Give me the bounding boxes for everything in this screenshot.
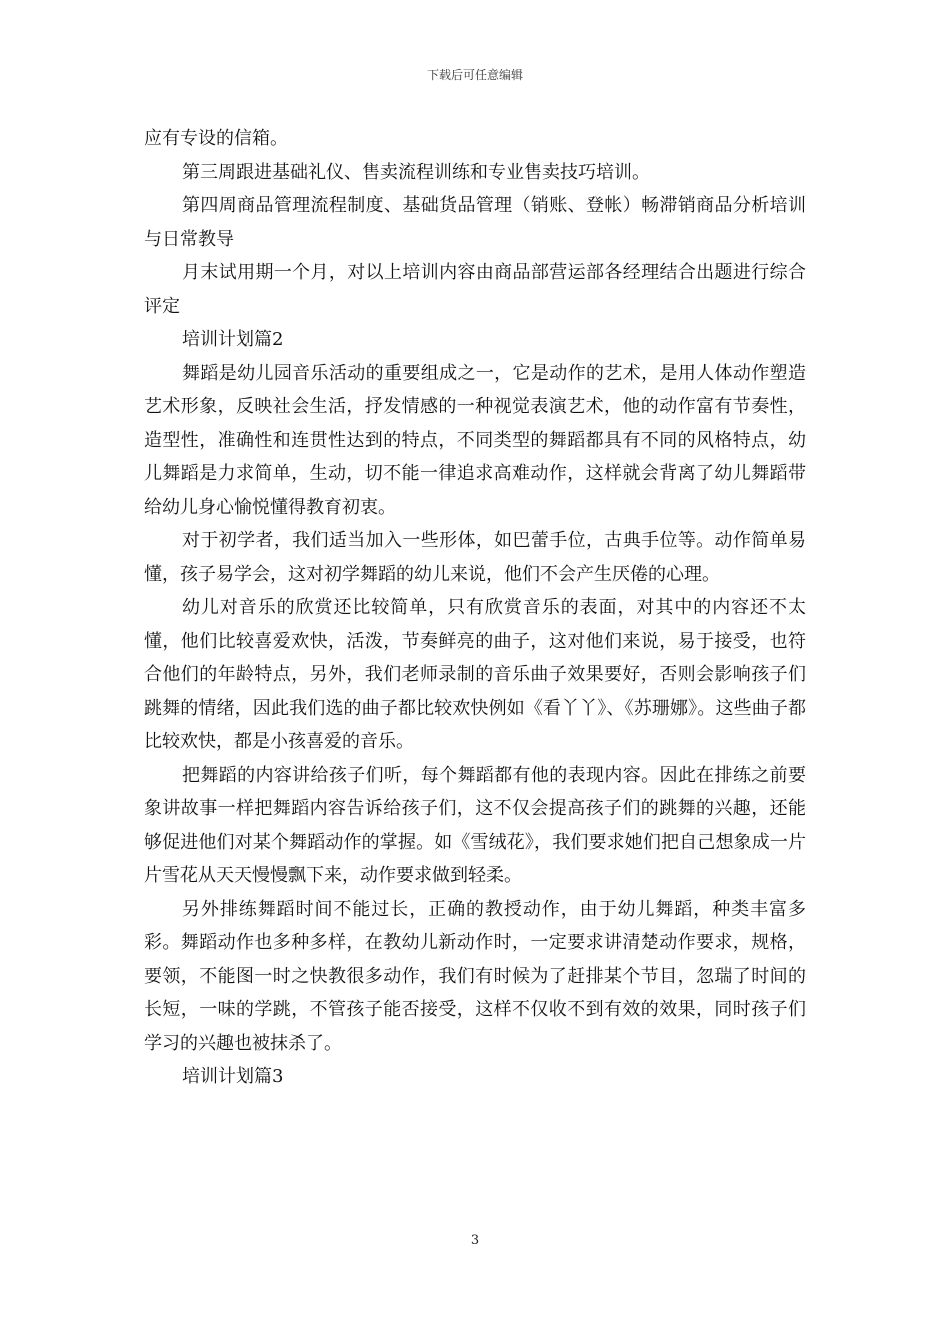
page-header: 下载后可任意编辑 [426,68,523,82]
paragraph: 舞蹈是幼儿园音乐活动的重要组成之一，它是动作的艺术，是用人体动作塑造艺术形象，反映社会生活，抒发情感的一种视觉表演艺术，他的动作富有节奏性，造型性，准确性和连贯性达到的特点，不同类型的舞蹈都具有不同的风格特点，幼儿舞蹈是力求简单，生动，切不能一律追求高难动作，这样就会背离了幼儿舞蹈带给幼儿身心愉悦懂得教育初衷。 [144,362,806,518]
paragraph: 第三周跟进基础礼仪、售卖流程训练和专业售卖技巧培训。 [182,161,650,183]
paragraph: 对于初学者，我们适当加入一些形体，如巴蕾手位，古典手位等。动作简单易懂，孩子易学会，这对初学舞蹈的幼儿来说，他们不会产生厌倦的心理。 [144,530,806,585]
paragraph: 应有专设的信箱。 [144,128,288,149]
paragraph: 把舞蹈的内容讲给孩子们听，每个舞蹈都有他的表现内容。因此在排练之前要象讲故事一样把舞蹈内容告诉给孩子们，这不仅会提高孩子们的跳舞的兴趣，还能够促进他们对某个舞蹈动作的掌握。如《雪绒花》，我们要求她们把自己想象成一片片雪花从天天慢慢飘下来，动作要求做到轻柔。 [144,764,806,886]
page-number: 3 [470,1233,480,1248]
paragraph: 幼儿对音乐的欣赏还比较简单，只有欣赏音乐的表面，对其中的内容还不太懂，他们比较喜爱欢快，活泼，节奏鲜亮的曲子，这对他们来说，易于接受，也符合他们的年龄特点，另外，我们老师录制的音乐曲子效果要好，否则会影响孩子们跳舞的情绪，因此我们选的曲子都比较欢快例如《看丫丫》、《苏珊娜》。这些曲子都比较欢快，都是小孩喜爱的音乐。 [144,597,806,752]
section-heading: 培训计划篇3 [182,1066,284,1087]
paragraph: 另外排练舞蹈时间不能过长，正确的教授动作，由于幼儿舞蹈，种类丰富多彩。舞蹈动作也多种多样，在教幼儿新动作时，一定要求讲清楚动作要求，规格，要领，不能图一时之快教很多动作，我们有时候为了赶排某个节目，忽瑞了时间的长短，一味的学跳，不管孩子能否接受，这样不仅收不到有效的效果，同时孩子们学习的兴趣也被抹杀了。 [144,898,806,1054]
paragraph: 第四周商品管理流程制度、基础货品管理（销账、登帐）畅滞销商品分析培训与日常教导 [144,195,806,250]
document-body [144,122,806,1094]
section-heading: 培训计划篇2 [182,329,284,350]
paragraph: 月末试用期一个月，对以上培训内容由商品部营运部各经理结合出题进行综合评定 [144,262,806,317]
